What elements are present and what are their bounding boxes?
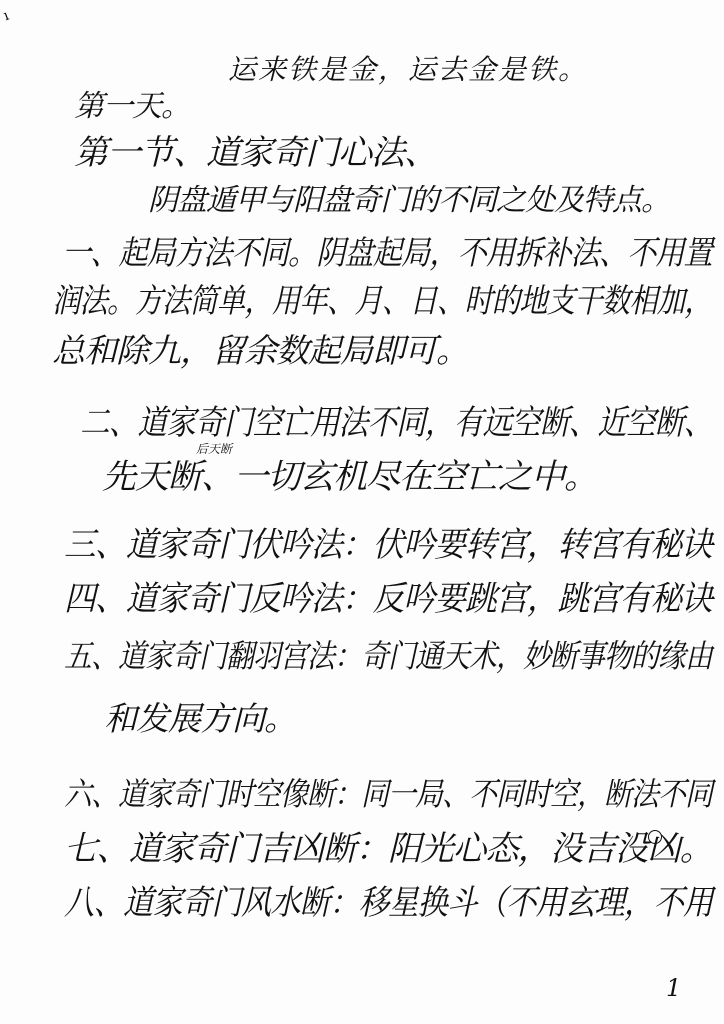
corner-mark: ı bbox=[1, 7, 12, 25]
item-2-insert-note: 后天断 bbox=[196, 442, 233, 456]
item-1-line-2: 润法。方法简单，用年、月、日、时的地支干数相加， bbox=[52, 281, 712, 320]
item-1-line-1: 一、起局方法不同。阴盘起局，不用拆补法、不用置 bbox=[62, 233, 712, 272]
item-2-line-2: 先天断、一切玄机尽在空亡之中。 bbox=[102, 457, 597, 497]
item-2-line-1: 二、道家奇门空亡用法不同，有远空断、近空断、 bbox=[80, 403, 713, 443]
item-6-line: 六、道家奇门时空像断：同一局、不同时空，断法不同 bbox=[64, 775, 713, 813]
item-3-line: 三、道家奇门伏吟法：伏吟要转宫，转宫有秘诀 bbox=[64, 525, 712, 565]
chapter-heading: 第一天。 bbox=[74, 89, 190, 124]
item-7-line: 七、道家奇门吉凶断：阳光心态，没吉没凶。 bbox=[64, 829, 713, 869]
item-8-line: 八、道家奇门风水断：移星换斗（不用玄理，不用 bbox=[64, 883, 713, 923]
page-title: 运来铁是金，运去金是铁。 bbox=[228, 53, 589, 86]
item-5-line-1: 五、道家奇门翻羽宫法：奇门通天术，妙断事物的缘由 bbox=[64, 637, 713, 675]
item-4-line: 四、道家奇门反吟法：反吟要跳宫，跳宫有秘诀 bbox=[64, 579, 712, 619]
circle-mark bbox=[648, 830, 662, 844]
section-heading: 第一节、道家奇门心法、 bbox=[74, 133, 437, 173]
page-number: 1 bbox=[666, 974, 681, 1002]
intro-line: 阴盘遁甲与阳盘奇门的不同之处及特点。 bbox=[148, 183, 670, 218]
item-1-line-3: 总和除九，留余数起局即可。 bbox=[52, 331, 468, 370]
item-5-line-2: 和发展方向。 bbox=[104, 699, 296, 738]
